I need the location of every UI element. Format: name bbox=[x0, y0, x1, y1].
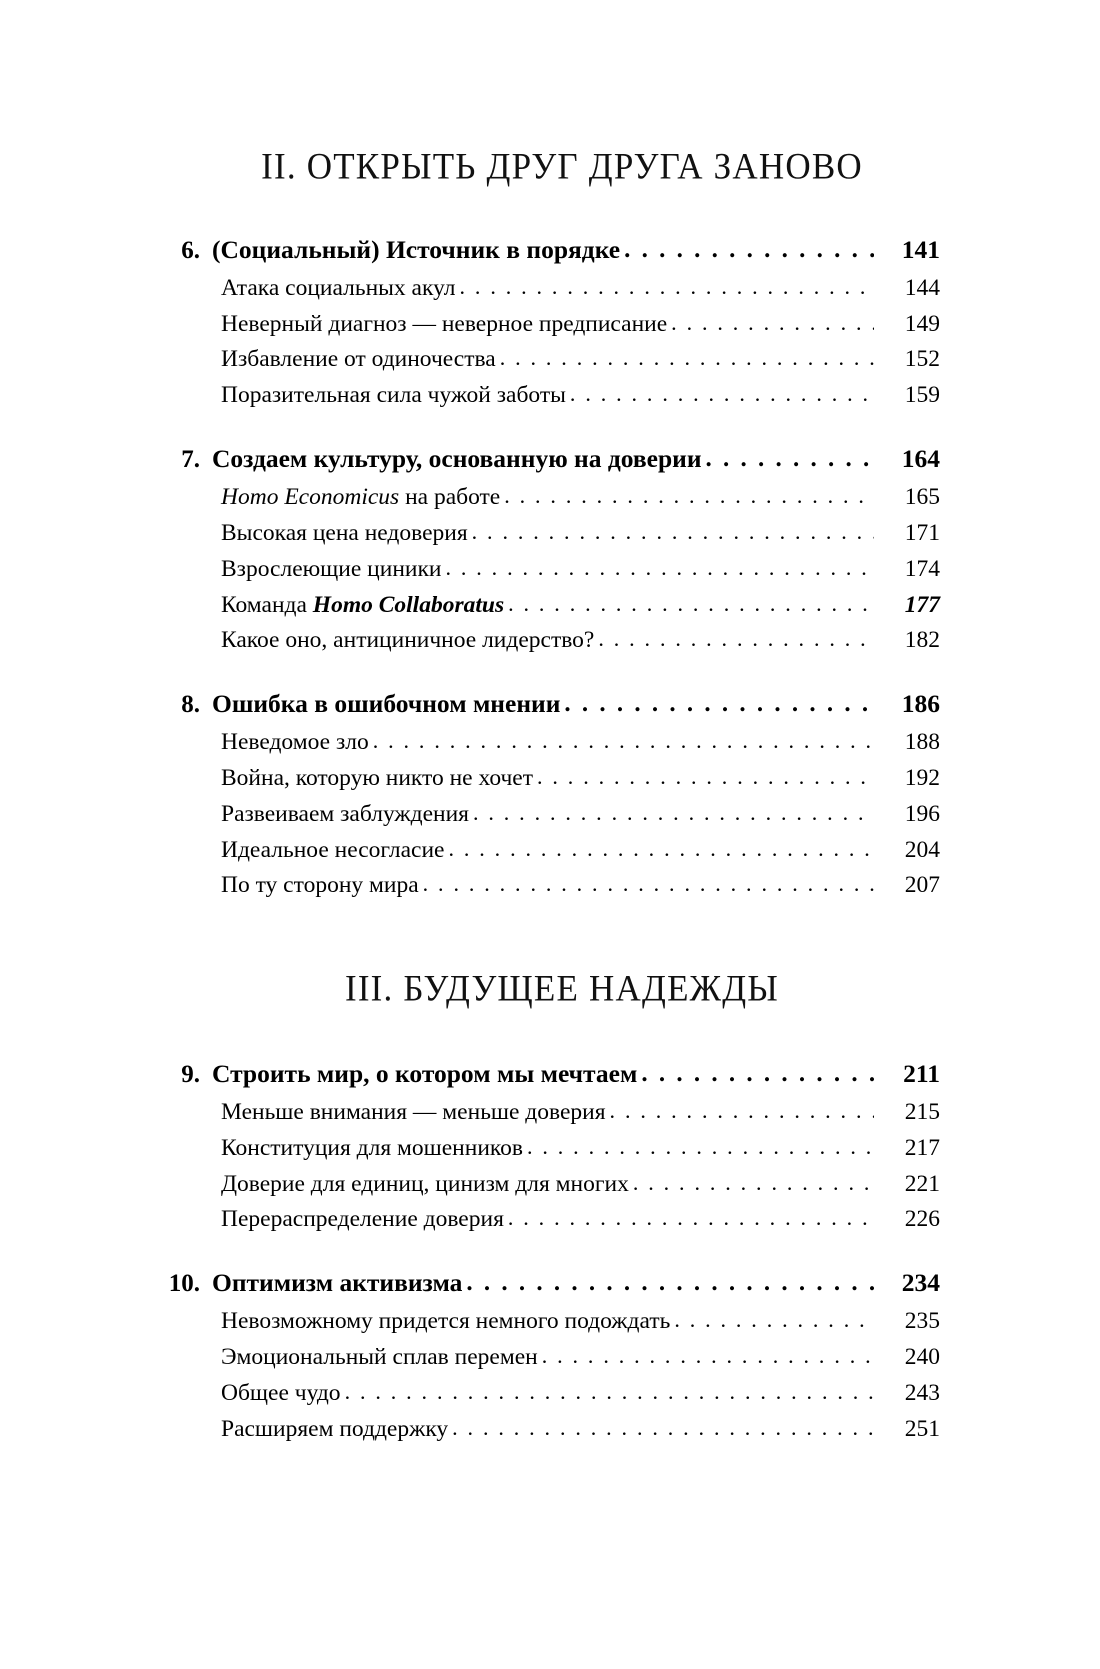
dot-leader bbox=[633, 1170, 874, 1196]
chapter-number: 8. bbox=[181, 690, 200, 718]
entry-page-number: 226 bbox=[904, 1206, 940, 1233]
entry-title: Поразительная сила чужой заботы bbox=[221, 382, 566, 409]
dot-leader bbox=[473, 800, 874, 826]
chapter-group bbox=[160, 231, 940, 414]
section-heading: II. ОТКРЫТЬ ДРУГ ДРУГА ЗАНОВО bbox=[261, 145, 863, 188]
dot-leader bbox=[345, 1379, 874, 1405]
dot-leader bbox=[500, 345, 874, 371]
toc-entry-row[interactable] bbox=[160, 307, 940, 343]
chapter-group bbox=[160, 1264, 940, 1447]
toc-entry-row[interactable] bbox=[160, 516, 940, 552]
entry-title: Доверие для единиц, цинизм для многих bbox=[221, 1170, 629, 1197]
dot-leader bbox=[610, 1098, 874, 1124]
dot-leader bbox=[624, 236, 874, 264]
toc-entry-row[interactable] bbox=[160, 1095, 940, 1131]
toc-entry-row[interactable] bbox=[160, 342, 940, 378]
entry-page-number: 221 bbox=[904, 1170, 940, 1197]
entry-title: Взрослеющие циники bbox=[221, 555, 442, 582]
entry-page-number: 149 bbox=[904, 310, 940, 337]
toc-entry-row[interactable] bbox=[160, 868, 940, 904]
dot-leader bbox=[641, 1060, 874, 1088]
toc-entry-row[interactable] bbox=[160, 1304, 940, 1340]
entry-page-number: 240 bbox=[904, 1344, 940, 1371]
toc-entry-row[interactable] bbox=[160, 761, 940, 797]
entry-title: Невозможному придется немного подождать bbox=[221, 1308, 671, 1335]
entry-title: Команда Homo Collaboratus bbox=[221, 591, 505, 618]
chapter-title: Оптимизм активизма bbox=[212, 1267, 463, 1297]
entry-page-number: 217 bbox=[904, 1134, 940, 1161]
entry-title: По ту сторону мира bbox=[221, 872, 419, 899]
toc-entry-row[interactable] bbox=[160, 1131, 940, 1167]
toc-chapter-row[interactable] bbox=[160, 440, 940, 479]
entry-page-number: 215 bbox=[904, 1099, 940, 1126]
toc-entry-row[interactable] bbox=[160, 1412, 940, 1448]
dot-leader bbox=[472, 519, 874, 545]
dot-leader bbox=[445, 555, 874, 581]
toc-chapter-row[interactable] bbox=[160, 685, 940, 724]
toc-entry-row[interactable] bbox=[160, 725, 940, 761]
toc-entry-row[interactable] bbox=[160, 552, 940, 588]
toc-entry-row[interactable] bbox=[160, 1202, 940, 1238]
entry-title: Меньше внимания — меньше доверия bbox=[221, 1099, 606, 1126]
entry-page-number: 159 bbox=[904, 382, 940, 409]
chapter-group bbox=[160, 440, 940, 659]
dot-leader bbox=[423, 871, 874, 897]
chapter-title: Ошибка в ошибочном мнении bbox=[212, 688, 561, 718]
entry-title: Развеиваем заблуждения bbox=[221, 800, 469, 827]
dot-leader bbox=[527, 1134, 874, 1160]
entry-title: Высокая цена недоверия bbox=[221, 520, 468, 547]
toc-entry-row[interactable] bbox=[160, 797, 940, 833]
section-2 bbox=[160, 145, 940, 904]
dot-leader bbox=[570, 381, 874, 407]
entry-title: Расширяем поддержку bbox=[221, 1415, 449, 1442]
toc-entry-row[interactable] bbox=[160, 1167, 940, 1203]
entry-page-number: 188 bbox=[904, 729, 940, 756]
dot-leader bbox=[508, 1205, 874, 1231]
chapter-number: 7. bbox=[181, 445, 200, 473]
entry-page-number: 152 bbox=[904, 346, 940, 373]
toc-chapter-row[interactable] bbox=[160, 1264, 940, 1303]
chapter-page-number: 211 bbox=[903, 1058, 940, 1088]
entry-title: Война, которую никто не хочет bbox=[221, 765, 533, 792]
chapter-group bbox=[160, 1055, 940, 1238]
entry-page-number: 196 bbox=[904, 800, 940, 827]
dot-leader bbox=[598, 626, 874, 652]
entry-page-number: 204 bbox=[904, 836, 940, 863]
entry-page-number: 177 bbox=[904, 591, 940, 618]
toc-chapter-row[interactable] bbox=[160, 1055, 940, 1094]
entry-title: Конституция для мошенников bbox=[221, 1134, 523, 1161]
entry-title: Избавление от одиночества bbox=[221, 346, 496, 373]
entry-title: Перераспределение доверия bbox=[221, 1206, 504, 1233]
chapter-page-number: 234 bbox=[901, 1267, 940, 1297]
toc-entry-row[interactable] bbox=[160, 588, 940, 624]
toc-entry-row[interactable] bbox=[160, 1340, 940, 1376]
entry-page-number: 182 bbox=[904, 627, 940, 654]
entry-title: Homo Economicus на работе bbox=[221, 484, 501, 511]
toc-entry-row[interactable] bbox=[160, 623, 940, 659]
chapter-number: 6. bbox=[181, 236, 200, 264]
toc-chapter-row[interactable] bbox=[160, 231, 940, 270]
toc-entry-row[interactable] bbox=[160, 271, 940, 307]
chapter-page-number: 186 bbox=[901, 688, 940, 718]
entry-page-number: 243 bbox=[904, 1379, 940, 1406]
entry-page-number: 207 bbox=[904, 872, 940, 899]
toc-entry-row[interactable] bbox=[160, 1376, 940, 1412]
entry-title: Неверный диагноз — неверное предписание bbox=[221, 310, 668, 337]
section-3 bbox=[160, 967, 940, 1447]
chapter-page-number: 164 bbox=[901, 443, 940, 473]
dot-leader bbox=[466, 1269, 874, 1297]
entry-page-number: 192 bbox=[904, 765, 940, 792]
entry-title: Неведомое зло bbox=[221, 729, 369, 756]
dot-leader bbox=[504, 483, 874, 509]
dot-leader bbox=[508, 591, 874, 617]
dot-leader bbox=[564, 690, 874, 718]
entry-title: Идеальное несогласие bbox=[221, 836, 445, 863]
dot-leader bbox=[460, 274, 874, 300]
dot-leader bbox=[537, 764, 874, 790]
toc-entry-row[interactable] bbox=[160, 480, 940, 516]
chapter-number: 9. bbox=[181, 1060, 200, 1088]
entry-page-number: 144 bbox=[904, 275, 940, 301]
entry-title: Атака социальных акул bbox=[221, 275, 456, 301]
entry-title: Эмоциональный сплав перемен bbox=[221, 1344, 538, 1371]
toc-entry-row[interactable] bbox=[160, 378, 940, 414]
entry-page-number: 165 bbox=[904, 484, 940, 511]
entry-page-number: 171 bbox=[904, 520, 940, 547]
toc-entry-row[interactable] bbox=[160, 833, 940, 869]
dot-leader bbox=[448, 836, 874, 862]
chapter-title: Строить мир, о котором мы мечтаем bbox=[212, 1058, 638, 1088]
chapter-page-number: 141 bbox=[901, 234, 940, 264]
chapter-title: (Социальный) Источник в порядке bbox=[212, 234, 621, 264]
dot-leader bbox=[373, 728, 874, 754]
chapter-group bbox=[160, 685, 940, 904]
chapter-number: 10. bbox=[168, 1269, 200, 1297]
dot-leader bbox=[674, 1307, 874, 1333]
entry-title: Общее чудо bbox=[221, 1379, 341, 1406]
dot-leader bbox=[452, 1415, 874, 1441]
chapter-title: Создаем культуру, основанную на доверии bbox=[212, 443, 702, 473]
entry-page-number: 251 bbox=[904, 1415, 940, 1442]
entry-page-number: 174 bbox=[904, 555, 940, 582]
section-heading: III. БУДУЩЕЕ НАДЕЖДЫ bbox=[344, 967, 780, 1010]
entry-title: Какое оно, антициничное лидерство? bbox=[221, 627, 595, 654]
dot-leader bbox=[706, 445, 874, 473]
dot-leader bbox=[671, 310, 874, 336]
dot-leader bbox=[542, 1343, 874, 1369]
entry-page-number: 235 bbox=[904, 1308, 940, 1335]
